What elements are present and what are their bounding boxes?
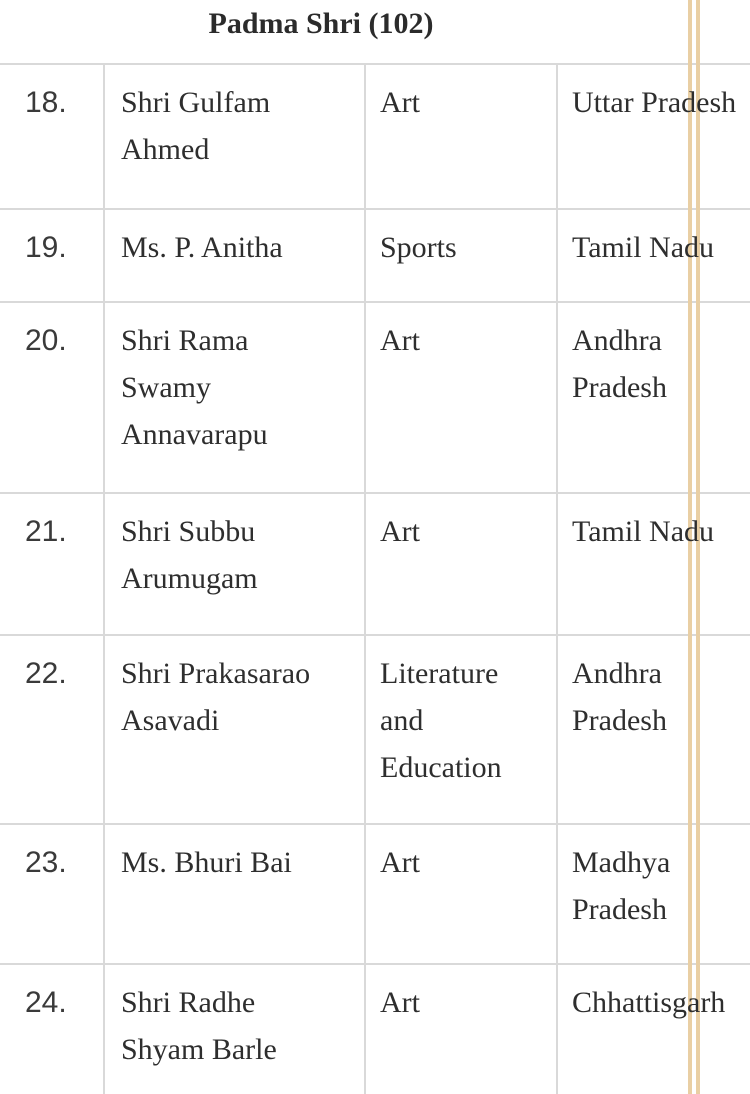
name-cell: Shri Radhe Shyam Barle	[104, 964, 365, 1094]
field-cell: Art	[365, 493, 557, 635]
table-title: Padma Shri (102)	[208, 7, 434, 40]
table-row	[0, 964, 750, 1094]
serial-cell: 21.	[0, 493, 104, 635]
state-cell: Tamil Nadu	[557, 493, 750, 635]
state-cell: Chhattisgarh	[557, 964, 750, 1094]
serial-cell: 20.	[0, 302, 104, 493]
serial-cell: 24.	[0, 964, 104, 1094]
table-row	[0, 824, 750, 964]
table-row	[0, 493, 750, 635]
name-cell: Shri Rama Swamy Annavarapu	[104, 302, 365, 493]
field-cell: Art	[365, 824, 557, 964]
serial-cell: 22.	[0, 635, 104, 824]
table-row	[0, 209, 750, 302]
serial-cell: 23.	[0, 824, 104, 964]
name-cell: Ms. P. Anitha	[104, 209, 365, 302]
field-cell: Sports	[365, 209, 557, 302]
table-row	[0, 302, 750, 493]
name-cell: Shri Subbu Arumugam	[104, 493, 365, 635]
serial-cell: 19.	[0, 209, 104, 302]
field-cell: Literature and Education	[365, 635, 557, 824]
table-row	[0, 635, 750, 824]
table-row	[0, 65, 750, 209]
state-cell: Uttar Pradesh	[557, 65, 750, 209]
state-cell: Andhra Pradesh	[557, 302, 750, 493]
state-cell: Tamil Nadu	[557, 209, 750, 302]
name-cell: Ms. Bhuri Bai	[104, 824, 365, 964]
state-cell: Andhra Pradesh	[557, 635, 750, 824]
serial-cell: 18.	[0, 65, 104, 209]
state-cell: Madhya Pradesh	[557, 824, 750, 964]
field-cell: Art	[365, 65, 557, 209]
name-cell: Shri Prakasarao Asavadi	[104, 635, 365, 824]
name-cell: Shri Gulfam Ahmed	[104, 65, 365, 209]
field-cell: Art	[365, 964, 557, 1094]
table-header	[0, 0, 750, 65]
field-cell: Art	[365, 302, 557, 493]
award-table	[0, 65, 750, 1094]
